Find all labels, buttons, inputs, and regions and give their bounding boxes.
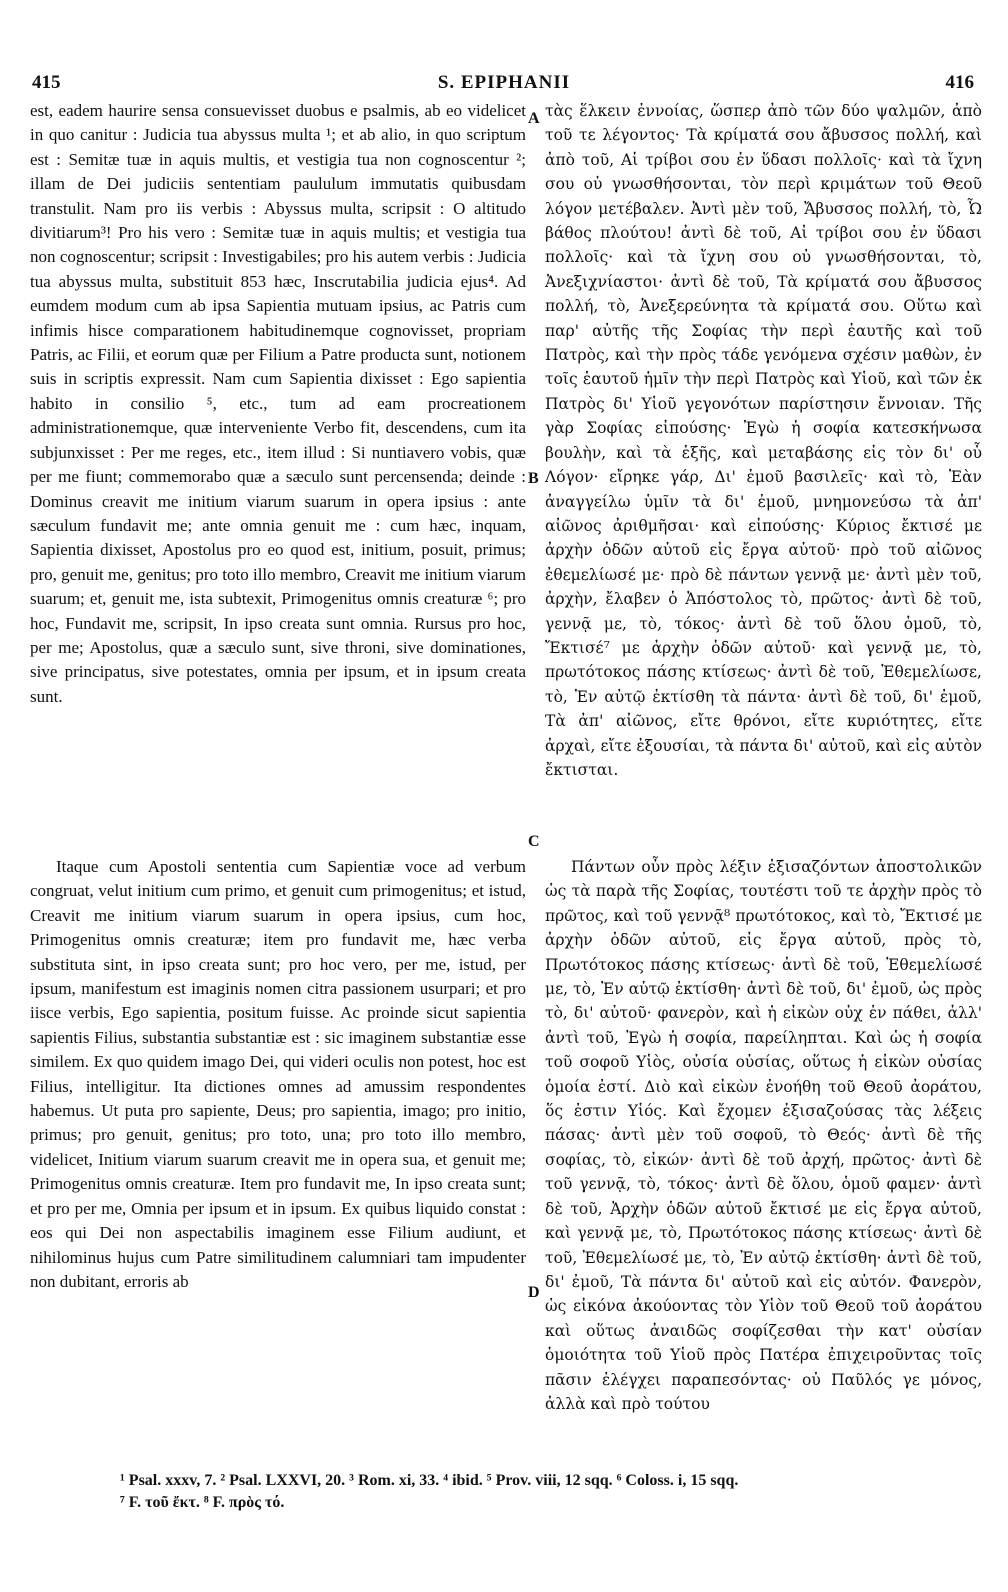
greek-paragraph: Πάντων οὖν πρὸς λέξιν ἐξισαζόντων ἀποστολικῶν ὡς τὰ παρὰ τῆς Σοφίας, τουτέστι τοῦ τε ἀρχὴν πρὸς τὸ πρῶτος, καὶ τοῦ γεννᾷ⁸ πρωτότοκος, καὶ τὸ, Ἔκτισέ με ἀρχὴν ὁδῶν αὐτοῦ, εἰς ἔργα αὐτοῦ, πρὸς τὸ, Πρωτότοκος πάσης κτίσεως· ἀντὶ δὲ τοῦ, Ἐθεμελίωσέ με, τὸ, Ἐν αὐτῷ ἐκτίσθη· ἀντὶ δὲ τοῦ, δι' ἐμοῦ, ὡς πρὸς τὸ, δι' αὐτοῦ· φανερὸν, καὶ ἡ εἰκὼν οὐχ ἐν πάθει, ἀλλ' ἀντὶ τοῦ, Ἐγὼ ἡ σοφία, παρείληπται. Καὶ ὡς ἡ σοφία τοῦ σοφοῦ Υἱὸς, οὐσία οὐσίας, οὕτως ἡ εἰκὼν οὐσίας ὁμοία ἐστί. Διὸ καὶ εἰκὼν ἐνοήθη τοῦ Θεοῦ ἀοράτου, ὅς ἐστιν Υἱός. Καὶ ἔχομεν ἐξισαζούσας τὰς λέξεις πάσας· ἀντὶ μὲν τοῦ σοφοῦ, τὸ Θεός· ἀντὶ δὲ τῆς σοφίας, τὸ, εἰκών· ἀντὶ δὲ τοῦ ἀρχή, πρῶτος· ἀντὶ δὲ τοῦ γεννᾷ, τὸ, τόκος· ἀντὶ δὲ ὅλου, ὁμοῦ φαμεν· ἀντὶ δὲ τοῦ, Ἀρχὴν ὁδῶν αὐτοῦ ἔκτισέ με εἰς ἔργα αὐτοῦ, καὶ γεννᾷ με, τὸ, Πρωτότοκος πάσης κτίσεως· ἀντὶ δὲ τοῦ, Ἐθεμελίωσέ με, τὸ, Ἐν αὐτῷ ἐκτίσθη· ἀντὶ δὲ τοῦ, δι' ἐμοῦ, Τὰ πάντα δι' αὐτοῦ καὶ εἰς αὐτόν. Φανερὸν, ὡς εἰκόνα ἀκούοντας τὸν Υἱὸν τοῦ Θεοῦ τοῦ ἀοράτου καὶ οὕτως ἀναιδῶς σοφίζεσθαι τὴν κατ' οὐσίαν ὁμοιότητα τοῦ Υἱοῦ πρὸς Πατέρα ἐπιχειροῦντας τοῖς πᾶσιν ἐλέγχει παραπεσόντας· οὐ Παῦλός γε μόνος, ἀλλὰ καὶ πρὸ τούτου (545, 858, 982, 1413)
margin-letter-c: C (528, 833, 540, 850)
left-page-number: 415 (32, 72, 61, 93)
page-header (30, 72, 978, 102)
margin-letter-a: A (528, 110, 540, 127)
greek-paragraph: τὰς ἕλκειν ἐννοίας, ὥσπερ ἀπὸ τῶν δύο ψαλμῶν, ἀπὸ τοῦ τε λέγοντος· Τὰ κρίματά σου ἄβυσσος πολλή, καὶ ἀπὸ τοῦ, Αἱ τρίβοι σου ἐν ὕδασι πολλοῖς· καὶ τὰ ἴχνη σου οὐ γνωσθήσονται, τὸν περὶ κριμάτων τοῦ Θεοῦ λόγον μετέβαλεν. Ἀντὶ μὲν τοῦ, Ἄβυσσος πολλή, τὸ, Ὦ βάθος πλούτου! ἀντὶ δὲ τοῦ, Αἱ τρίβοι σου ἐν ὕδασι πολλοῖς· καὶ τὰ ἴχνη σου οὐ γνωσθήσονται, τὸ, Ἀνεξιχνίαστοι· ἀντὶ δὲ τοῦ, Τὰ κρίματά σου ἄβυσσος πολλή, τὸ, Ἀνεξερεύνητα τὰ κρίματά σου. Οὕτω καὶ παρ' αὐτῆς τῆς Σοφίας τὴν περὶ ἑαυτῆς καὶ τοῦ Πατρὸς, καὶ τὴν πρὸς τάδε γενόμενα σχέσιν μαθὼν, ἐν τοῖς ἑαυτοῦ ἡμῖν τὴν περὶ Πατρὸς καὶ Υἱοῦ, καὶ τῶν ἐκ Πατρὸς δι' Υἱοῦ γεγονότων παρίστησιν ἔννοιαν. Τῆς γὰρ Σοφίας εἰπούσης· Ἐγὼ ἡ σοφία κατεσκήνωσα βουλὴν, καὶ τὰ ἑξῆς, καὶ μεταβάσης εἰς τὸν δι' οὗ Λόγον· εἴρηκε γάρ, Δι' ἐμοῦ βασιλεῖς· καὶ τὸ, Ἐὰν ἀναγγείλω ὑμῖν τὰ δι' ἐμοῦ, μνημονεύσω τὰ ἀπ' αἰῶνος ἀριθμῆσαι· καὶ εἰπούσης· Κύριος ἔκτισέ με ἀρχὴν ὁδῶν αὐτοῦ εἰς ἔργα αὐτοῦ· πρὸ τοῦ αἰῶνος ἐθεμελίωσέ με· πρὸ δὲ πάντων γεννᾷ με· ἀντὶ μὲν τοῦ, ἀρχὴν, ἔλαβεν ὁ Ἀπόστολος τὸ, πρῶτος· ἀντὶ δὲ τοῦ, γεννᾷ με, τὸ, τόκος· ἀντὶ δὲ τοῦ ὅλου ὁμοῦ, τὸ, Ἔκτισέ⁷ με ἀρχὴν ὁδῶν αὐτοῦ· καὶ γεννᾷ με, τὸ, πρωτότοκος πάσης κτίσεως· ἀντὶ δὲ τοῦ, Ἐθεμελίωσε, τὸ, Ἐν αὐτῷ ἐκτίσθη τὰ πάντα· ἀντὶ δὲ τοῦ, δι' ἐμοῦ, Τὰ ἀπ' αἰῶνος, εἴτε θρόνοι, εἴτε κυριότητες, εἴτε ἀρχαὶ, εἴτε ἐξουσίαι, τὰ πάντα δι' αὐτοῦ, καὶ εἰς αὐτὸν ἔκτισται. (545, 102, 982, 779)
latin-column-upper (30, 99, 526, 709)
greek-column-lower (545, 855, 982, 1416)
footnote-line: ¹ Psal. xxxv, 7. ² Psal. LXXVI, 20. ³ Rom. xi, 33. ⁴ ibid. ⁵ Prov. viii, 12 sqq. ⁶ Coloss. i, 15 sqq. (120, 1472, 739, 1489)
margin-letter-b: B (528, 470, 539, 487)
latin-paragraph: Itaque cum Apostoli sententia cum Sapientiæ voce ad verbum congruat, velut initium cum primo, et genuit cum primogenitus; et istud, Creavit me initium viarum suarum in opera ipsius, cum hoc, Primogenitus omnis creaturæ; item pro fundavit me, hæc verba substituta sint, in ipso creata sunt; pro hoc vero, per me, istud, per ipsum, manifestum est imaginis nomen citra passionem usurpari; et pro iisce verbis, Ego sapientia, positum fuisse. Ac proinde sicut sapientia sapientis Filius, substantia substantiæ est : sic imaginem substantiæ esse similem. Ex quo quidem imago Dei, qui videri oculis non potest, hoc est Filius, intelligitur. Ita dictiones omnes ad amussim respondentes habemus. Ut puta pro sapiente, Deus; pro sapientia, imago; pro initio, primus; pro genuit, genitus; pro toto, una; pro toto illo membro, videlicet, Initium viarum suarum creavit me in opera sua, et genuit me; Primogenitus omnis creaturæ. Item pro fundavit me, In ipso creata sunt; et pro per me, Omnia per ipsum et in ipsum. Ex quibus liquido constat : eos qui Dei non aspectabilis imaginem esse Filium audiunt, et nihilominus hujus cum Patre similitudinem calumniari tam impudenter non dubitant, erroris ab (30, 857, 526, 1291)
running-title: S. EPIPHANII (437, 72, 571, 93)
latin-column-lower (30, 855, 526, 1294)
greek-column-upper (545, 99, 982, 782)
footnotes (120, 1470, 980, 1514)
right-page-number: 416 (945, 72, 974, 93)
margin-letter-d: D (528, 1284, 540, 1301)
footnote-line: ⁷ F. τοῦ ἔκτ. ⁸ F. πρὸς τό. (120, 1494, 285, 1511)
latin-paragraph: est, eadem haurire sensa consuevisset duobus e psalmis, ab eo videlicet in quo canitur : Judicia tua abyssus multa ¹; et ab alio, in quo scriptum est : Semitæ tuæ in aquis multis, et vestigia tua non cognoscentur ²; illam de Dei judiciis sententiam paululum immutatis quibusdam transtulit. Nam pro iis verbis : Abyssus multa, scripsit : O altitudo divitiarum³! Pro his vero : Semitæ tuæ in aquis multis; et vestigia tua non cognoscentur; scripsit : Investigabiles; pro his autem verbis : Judicia tua abyssus multa, substituit 853 hæc, Inscrutabilia judicia ejus⁴. Ad eumdem modum cum ab ipsa Sapientia mutuam ipsius, ac Patris cum infimis hisce comparationem habitudinemque cognovisset, propriam Patris, ac Filii, et eorum quæ per Filium a Patre producta sunt, notionem suis in scriptis expressit. Nam cum Sapientia dixisset : Ego sapientia habito in consilio ⁵, etc., tum ad eam procreationem administrationemque, quæ interveniente Verbo fit, descendens, cum ita subjunxisset : Per me reges, etc., item illud : Si nuntiavero vobis, quæ per me fiunt; commemorabo quæ a sæculo sunt percensenda; deinde : Dominus creavit me initium viarum suarum in opera ipsius : ante sæculum fundavit me; ante omnia genuit me : cum hæc, inquam, Sapientia dixisset, Apostolus pro eo quod est, initium, posuit, primus; pro, genuit me, genitus; pro toto illo membro, Creavit me initium viarum suarum; et, genuit me, ista subtexit, Primogenitus omnis creaturæ ⁶; pro hoc, Fundavit me, scripsit, In ipso creata sunt omnia. Rursus pro hoc, per me; Apostolus, quæ a sæculo sunt, sive throni, sive dominationes, sive principatus, sive potestates, omnia per ipsum, et in ipsum creata sunt. (30, 101, 526, 706)
